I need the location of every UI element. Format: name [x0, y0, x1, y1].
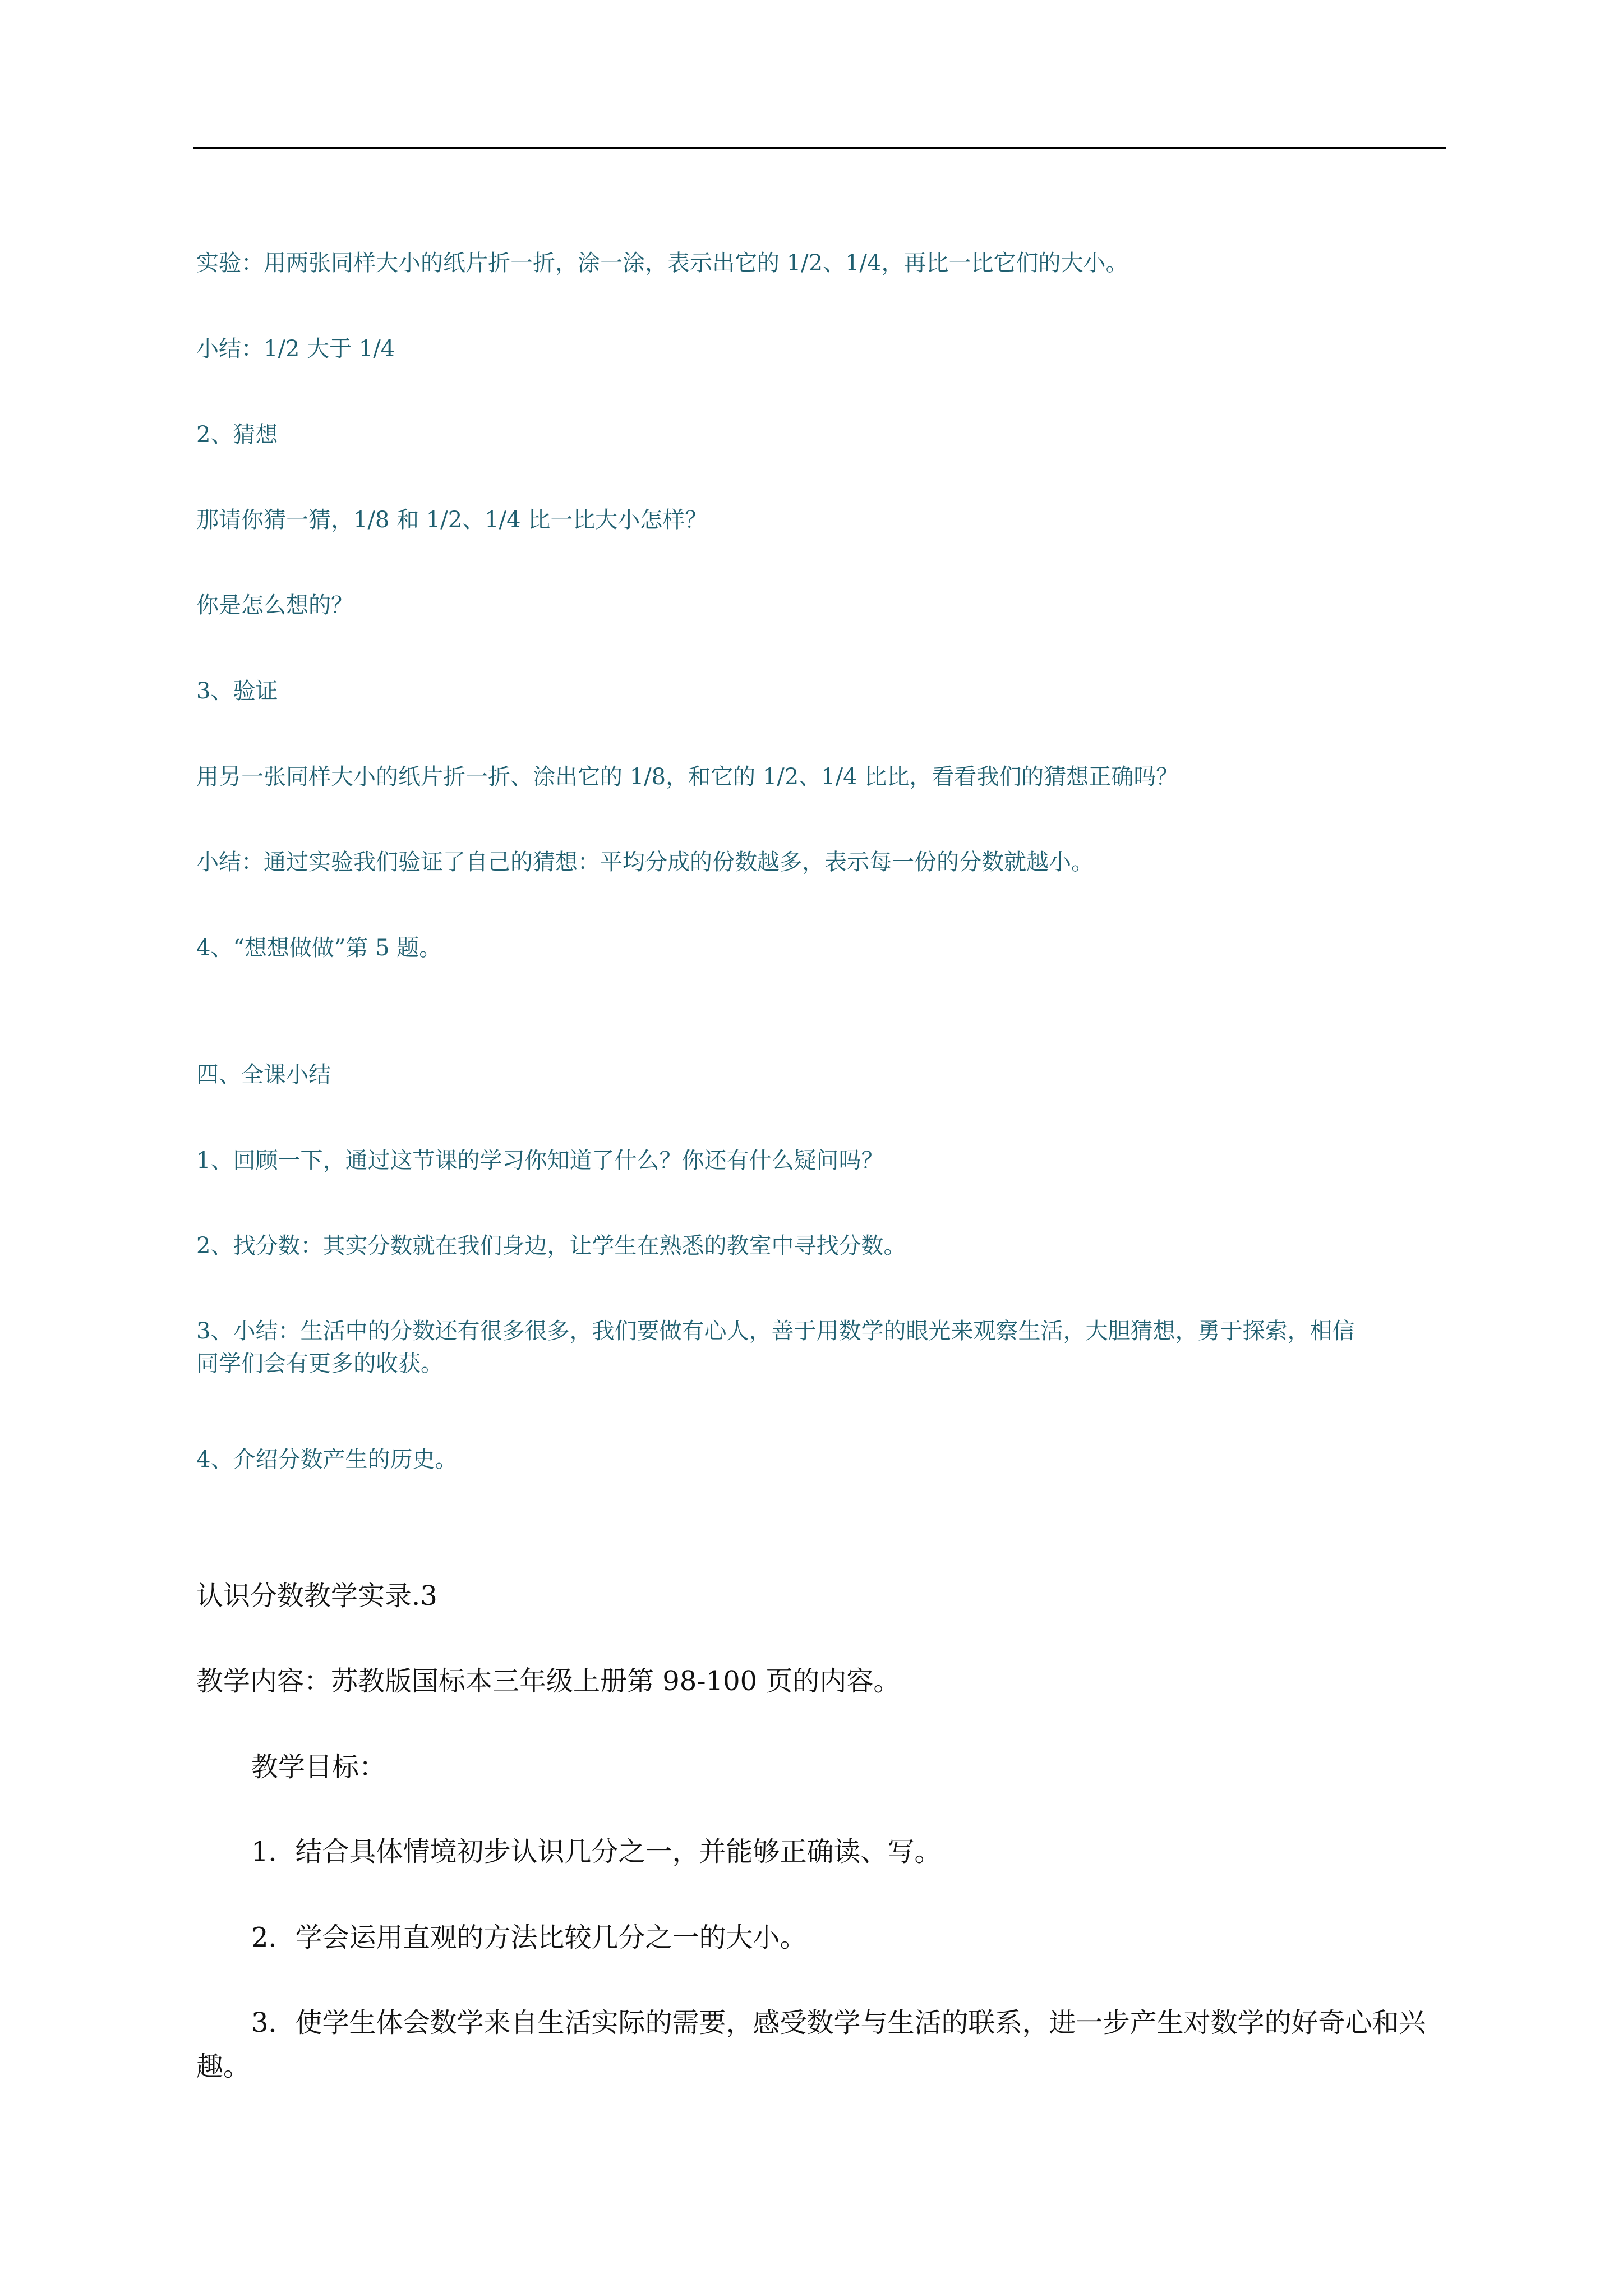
find-fractions-line: 2、找分数：其实分数就在我们身边，让学生在熟悉的教室中寻找分数。: [196, 1233, 906, 1259]
guess-question: 那请你猜一猜，1/8 和 1/2、1/4 比一比大小怎样？: [196, 507, 708, 533]
header-rule: [193, 147, 1446, 149]
exercise-line: 4、“想想做做”第 5 题。: [196, 935, 442, 961]
history-line: 4、介绍分数产生的历史。: [196, 1447, 458, 1473]
goal-3: 3．使学生体会数学来自生活实际的需要，感受数学与生活的联系，进一步产生对数学的好奇心和兴趣。: [196, 2007, 1426, 2082]
goal-1: 1．结合具体情境初步认识几分之一，并能够正确读、写。: [251, 1836, 942, 1867]
heading-lesson-summary: 四、全课小结: [196, 1062, 331, 1088]
teaching-content: 教学内容：苏教版国标本三年级上册第 98-100 页的内容。: [196, 1665, 901, 1697]
summary-line-1: 小结：1/2 大于 1/4: [196, 336, 395, 362]
how-think-question: 你是怎么想的？: [196, 592, 353, 618]
heading-guess: 2、猜想: [196, 422, 278, 448]
verify-instruction: 用另一张同样大小的纸片折一折、涂出它的 1/8，和它的 1/2、1/4 比比，看看我们的猜想正确吗？: [196, 764, 1179, 790]
summary-line-2: 小结：通过实验我们验证了自己的猜想：平均分成的份数越多，表示每一份的分数就越小。: [196, 849, 1094, 875]
experiment-line: 实验：用两张同样大小的纸片折一折，涂一涂，表示出它的 1/2、1/4，再比一比它们的大小。: [196, 250, 1128, 276]
teaching-goals-heading: 教学目标：: [251, 1751, 386, 1783]
section-title: 认识分数教学实录.3: [196, 1580, 437, 1612]
goal-2: 2．学会运用直观的方法比较几分之一的大小。: [251, 1922, 807, 1953]
heading-verify: 3、验证: [196, 678, 278, 704]
summary-paragraph: 3、小结：生活中的分数还有很多很多，我们要做有心人，善于用数学的眼光来观察生活，大胆猜想，勇于探索，相信同学们会有更多的收获。: [196, 1318, 1355, 1377]
review-line: 1、回顾一下，通过这节课的学习你知道了什么？你还有什么疑问吗？: [196, 1148, 884, 1174]
